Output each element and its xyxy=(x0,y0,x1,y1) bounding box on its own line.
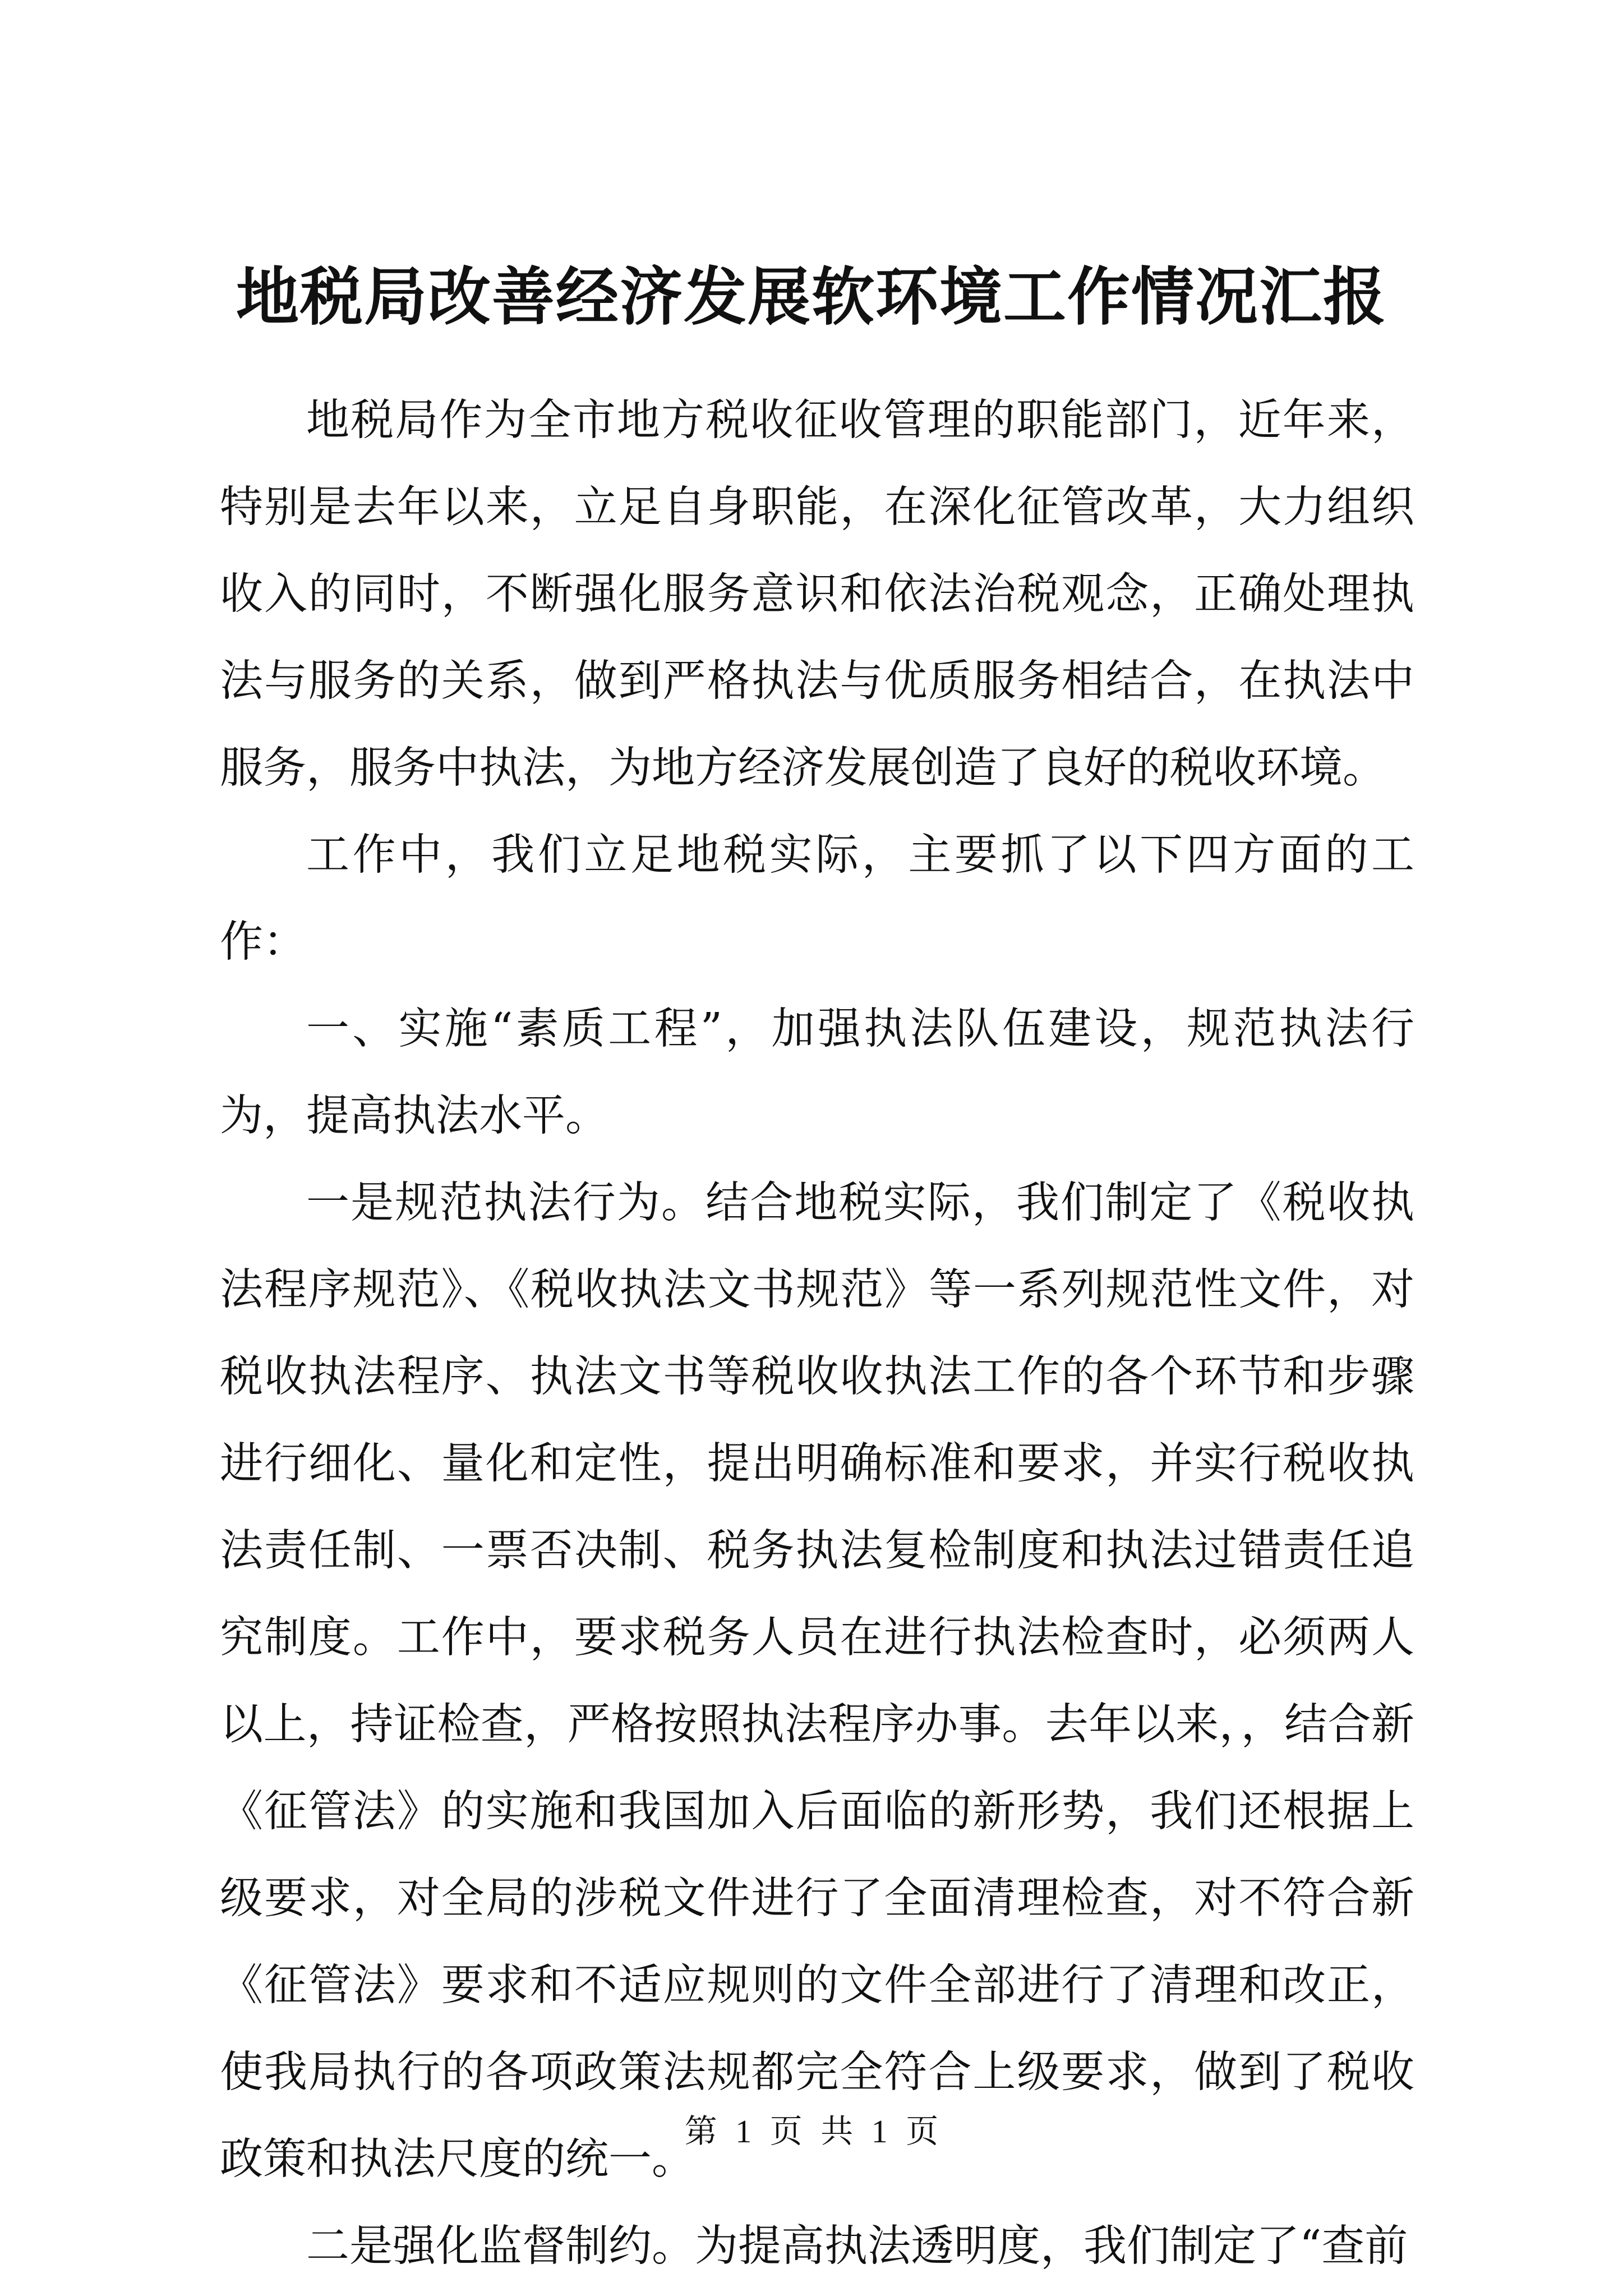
paragraph-strengthen-supervision: 二是强化监督制约。为提高执法透明度，我们制定了“查前 xyxy=(306,2221,1408,2271)
document-title: 地税局改善经济发展软环境工作情况汇报 xyxy=(236,260,1387,334)
page-number-footer: 第 1 页 共 1 页 xyxy=(684,2113,939,2150)
document-body xyxy=(220,377,1414,2290)
section-heading-1: 一、实施“素质工程”，加强执法队伍建设，规范执法行为，提高执法水平。 xyxy=(220,1004,1414,1141)
paragraph-intro: 地税局作为全市地方税收征收管理的职能部门，近年来，特别是去年以来，立足自身职能，在深化征管改革，大力组织收入的同时，不断强化服务意识和依法治税观念，正确处理执法与服务的关系，做到严格执法与优质服务相结合，在执法中服务，服务中执法，为地方经济发展创造了良好的税收环境。 xyxy=(220,395,1414,793)
paragraph-work-overview: 工作中，我们立足地税实际，主要抓了以下四方面的工作： xyxy=(220,830,1414,967)
paragraph-standardize-enforcement: 一是规范执法行为。结合地税实际，我们制定了《税收执法程序规范》、《税收执法文书规范》等一系列规范性文件，对税收执法程序、执法文书等税收收执法工作的各个环节和步骤进行细化、量化和定性，提出明确标准和要求，并实行税收执法责任制、一票否决制、税务执法复检制度和执法过错责任追究制度。工作中，要求税务人员在进行执法检查时，必须两人以上，持证检查，严格按照执法程序办事。去年以来，，结合新《征管法》的实施和我国加入后面临的新形势，我们还根据上级要求，对全局的涉税文件进行了全面清理检查，对不符合新《征管法》要求和不适应规则的文件全部进行了清理和改正，使我局执行的各项政策法规都完全符合上级要求，做到了税收政策和执法尺度的统一。 xyxy=(220,1178,1414,2184)
